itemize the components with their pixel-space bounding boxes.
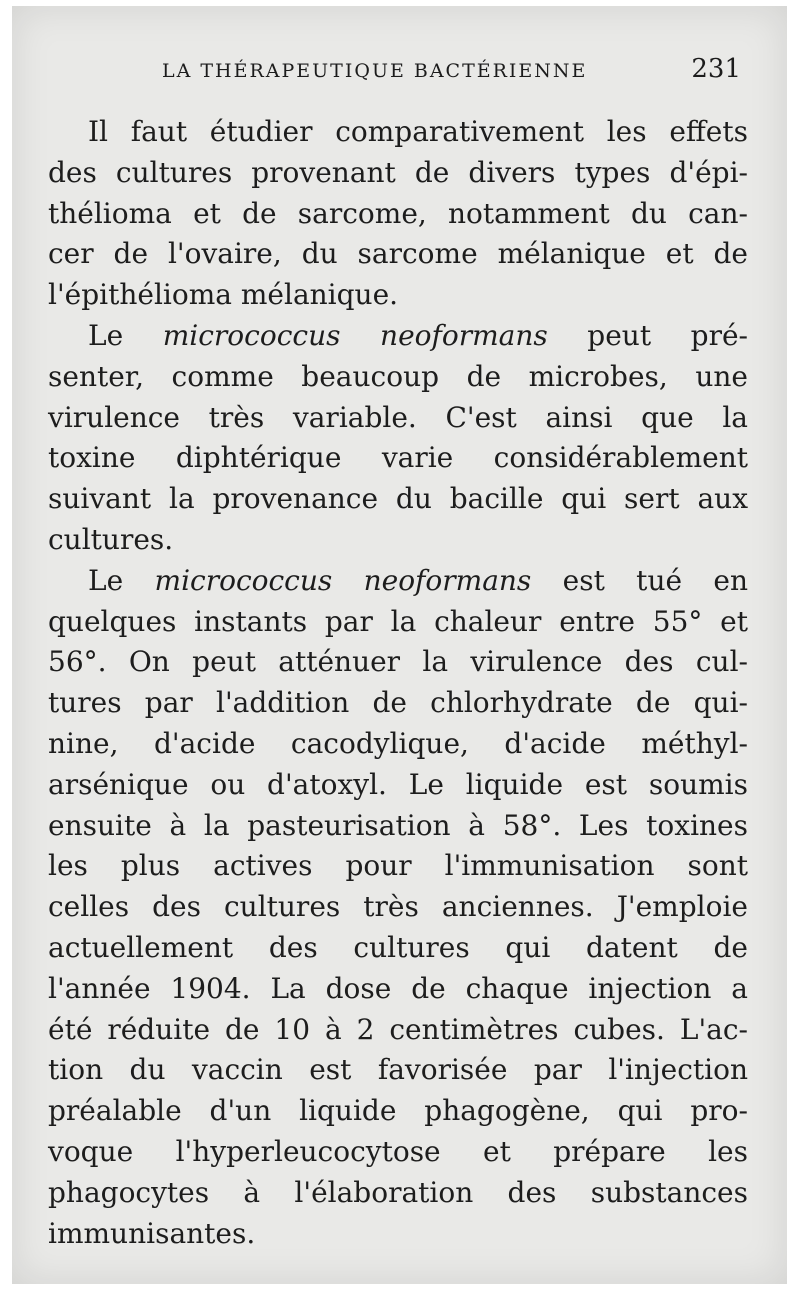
text-run: peut pré- [547,318,748,352]
text-line: Il faut étudier comparativement les effets [88,115,748,148]
text-line: nine, d'acide cacodylique, d'acide méthyl- [48,726,748,760]
text-line: 56°. On peut atténuer la virulence des cul- [48,645,748,679]
body-text [48,112,748,1254]
italic-species-name: micrococcus neoformans [154,563,532,597]
text-line: actuellement des cultures qui datent de [48,930,748,964]
text-line: quelques instants par la chaleur entre 55° et [48,604,748,638]
text-line: cultures. [48,522,174,556]
text-line: préalable d'un liquide phagogène, qui pro- [48,1094,748,1128]
text-line: toxine diphtérique varie considérablement [48,441,748,475]
page-number: 231 [691,54,741,84]
italic-species-name: micrococcus neoformans [162,318,548,352]
text-line: voque l'hyperleucocytose et prépare les [48,1134,748,1168]
text-line: virulence très variable. C'est ainsi que la [48,400,748,434]
text-line: des cultures provenant de divers types d'épi- [48,155,748,189]
text-line: suivant la provenance du bacille qui sert aux [48,482,748,516]
text-line: l'épithélioma mélanique. [48,278,399,312]
text-line [48,316,748,357]
text-line: immunisantes. [48,1216,256,1250]
text-line: ensuite à la pasteurisation à 58°. Les toxines [48,808,748,842]
text-line: les plus actives pour l'immunisation sont [48,849,748,883]
text-line: senter, comme beaucoup de microbes, une [48,359,748,393]
text-line: phagocytes à l'élaboration des substances [48,1175,748,1209]
text-run: est tué en [531,563,748,597]
book-page [12,6,787,1284]
running-head [12,54,787,94]
text-line: tion du vaccin est favorisée par l'injection [48,1053,748,1087]
text-run: Le [88,563,155,597]
running-title: LA THÉRAPEUTIQUE BACTÉRIENNE [162,60,588,82]
text-line: thélioma et de sarcome, notamment du can- [48,196,748,230]
text-line: l'année 1904. La dose de chaque injection a [48,971,748,1005]
text-line: tures par l'addition de chlorhydrate de qui- [48,686,748,720]
text-line [48,561,748,602]
text-line: celles des cultures très anciennes. J'emploie [48,890,748,924]
text-line: cer de l'ovaire, du sarcome mélanique et de [48,237,748,271]
text-run: Le [88,318,163,352]
text-line: été réduite de 10 à 2 centimètres cubes. L'ac- [48,1012,748,1046]
text-line: arsénique ou d'atoxyl. Le liquide est soumis [48,767,748,801]
